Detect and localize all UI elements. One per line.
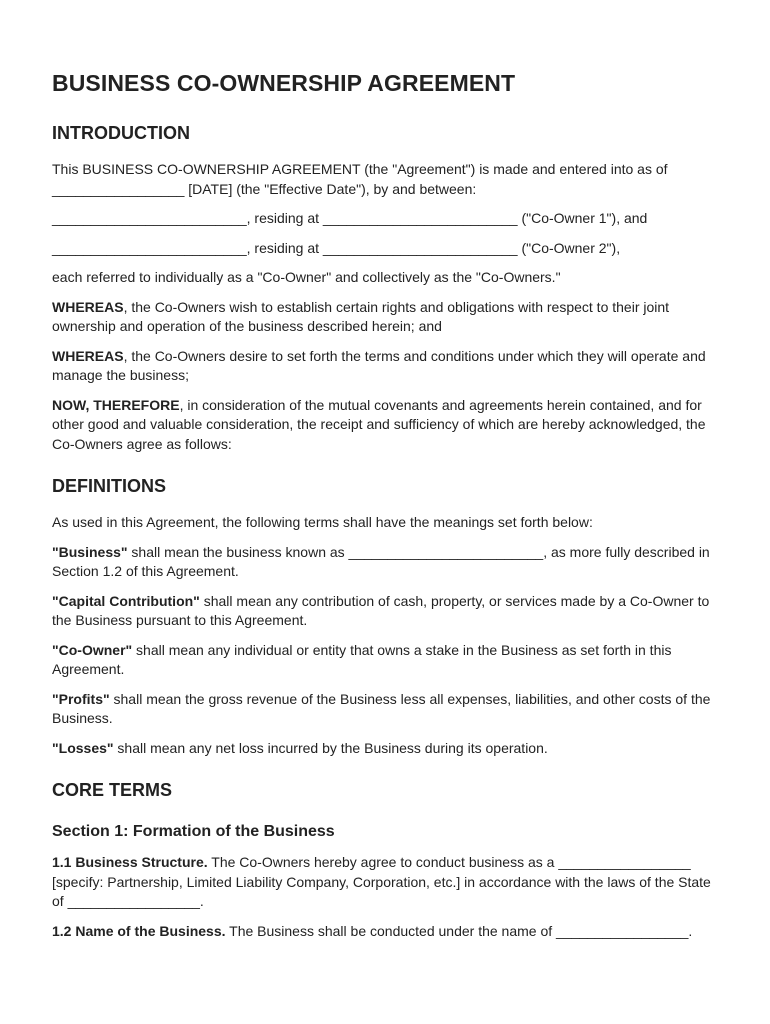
definition-term: "Profits" bbox=[52, 690, 110, 707]
section-1-heading: Section 1: Formation of the Business bbox=[52, 823, 335, 840]
introduction-heading: INTRODUCTION bbox=[52, 123, 190, 143]
core-terms-heading: CORE TERMS bbox=[52, 780, 173, 800]
clause-1-1-lead: 1.1 Business Structure. bbox=[52, 854, 208, 870]
now-therefore-lead: NOW, THEREFORE bbox=[52, 396, 180, 413]
clause-1-1-text: The Co-Owners hereby agree to conduct business as a _________________ [specify: Partnership, Limited Liability Company, Corporation, etc.] in accordance with the laws of the State of _________________. bbox=[52, 854, 711, 909]
whereas-paragraph-1 bbox=[52, 298, 718, 337]
definition-text: shall mean any net loss incurred by the Business during its operation. bbox=[113, 739, 548, 756]
clause-1-2-lead: 1.2 Name of the Business. bbox=[52, 922, 226, 939]
definition-text: shall mean any contribution of cash, property, or services made by a Co-Owner to the Business pursuant to this Agreement. bbox=[52, 592, 710, 628]
definition-term: "Losses" bbox=[52, 739, 114, 756]
definition-text: shall mean the business known as _________________________, as more fully described in Section 1.2 of this Agreement. bbox=[52, 543, 710, 579]
co-owners-definition-line: each referred to individually as a "Co-Owner" and collectively as the "Co-Owners." bbox=[52, 269, 561, 285]
definition-term: "Capital Contribution" bbox=[52, 592, 200, 609]
clause-1-2 bbox=[52, 922, 718, 942]
definition-text: shall mean any individual or entity that owns a stake in the Business as set forth in this Agreement. bbox=[52, 641, 672, 677]
whereas-lead-2: WHEREAS bbox=[52, 347, 124, 364]
definition-profits bbox=[52, 690, 718, 729]
whereas-text-2: , the Co-Owners desire to set forth the terms and conditions under which they will operate and manage the business; bbox=[52, 347, 706, 383]
co-owner-1-line: _________________________, residing at _________________________ ("Co-Owner 1"), and bbox=[52, 210, 648, 226]
definition-business bbox=[52, 543, 718, 582]
definition-term: "Business" bbox=[52, 543, 128, 560]
whereas-text-1: , the Co-Owners wish to establish certain rights and obligations with respect to their joint ownership and operation of the business described herein; and bbox=[52, 298, 670, 334]
definitions-intro: As used in this Agreement, the following terms shall have the meanings set forth below: bbox=[52, 514, 593, 530]
definition-text: shall mean the gross revenue of the Business less all expenses, liabilities, and other costs of the Business. bbox=[52, 690, 711, 726]
document-title: BUSINESS CO-OWNERSHIP AGREEMENT bbox=[52, 70, 516, 96]
definition-capital-contribution bbox=[52, 592, 718, 631]
co-owner-2-line: _________________________, residing at _________________________ ("Co-Owner 2"), bbox=[52, 239, 621, 256]
whereas-paragraph-2 bbox=[52, 347, 718, 386]
definition-co-owner bbox=[52, 641, 718, 680]
now-therefore-paragraph bbox=[52, 396, 718, 455]
definition-losses bbox=[52, 739, 718, 759]
whereas-lead-1: WHEREAS bbox=[52, 298, 124, 315]
clause-1-2-text: The Business shall be conducted under the name of _________________. bbox=[225, 922, 693, 939]
definitions-heading: DEFINITIONS bbox=[52, 476, 167, 496]
intro-paragraph-1: This BUSINESS CO-OWNERSHIP AGREEMENT (the "Agreement") is made and entered into as of _________________ [DATE] (the "Effective Date"), by and between: bbox=[52, 161, 668, 197]
clause-1-1 bbox=[52, 853, 718, 912]
definition-term: "Co-Owner" bbox=[52, 641, 133, 658]
now-therefore-text: , in consideration of the mutual covenants and agreements herein contained, and for other good and valuable consideration, the receipt and sufficiency of which are hereby acknowledged, the Co-Owners agree as follows: bbox=[52, 396, 706, 452]
